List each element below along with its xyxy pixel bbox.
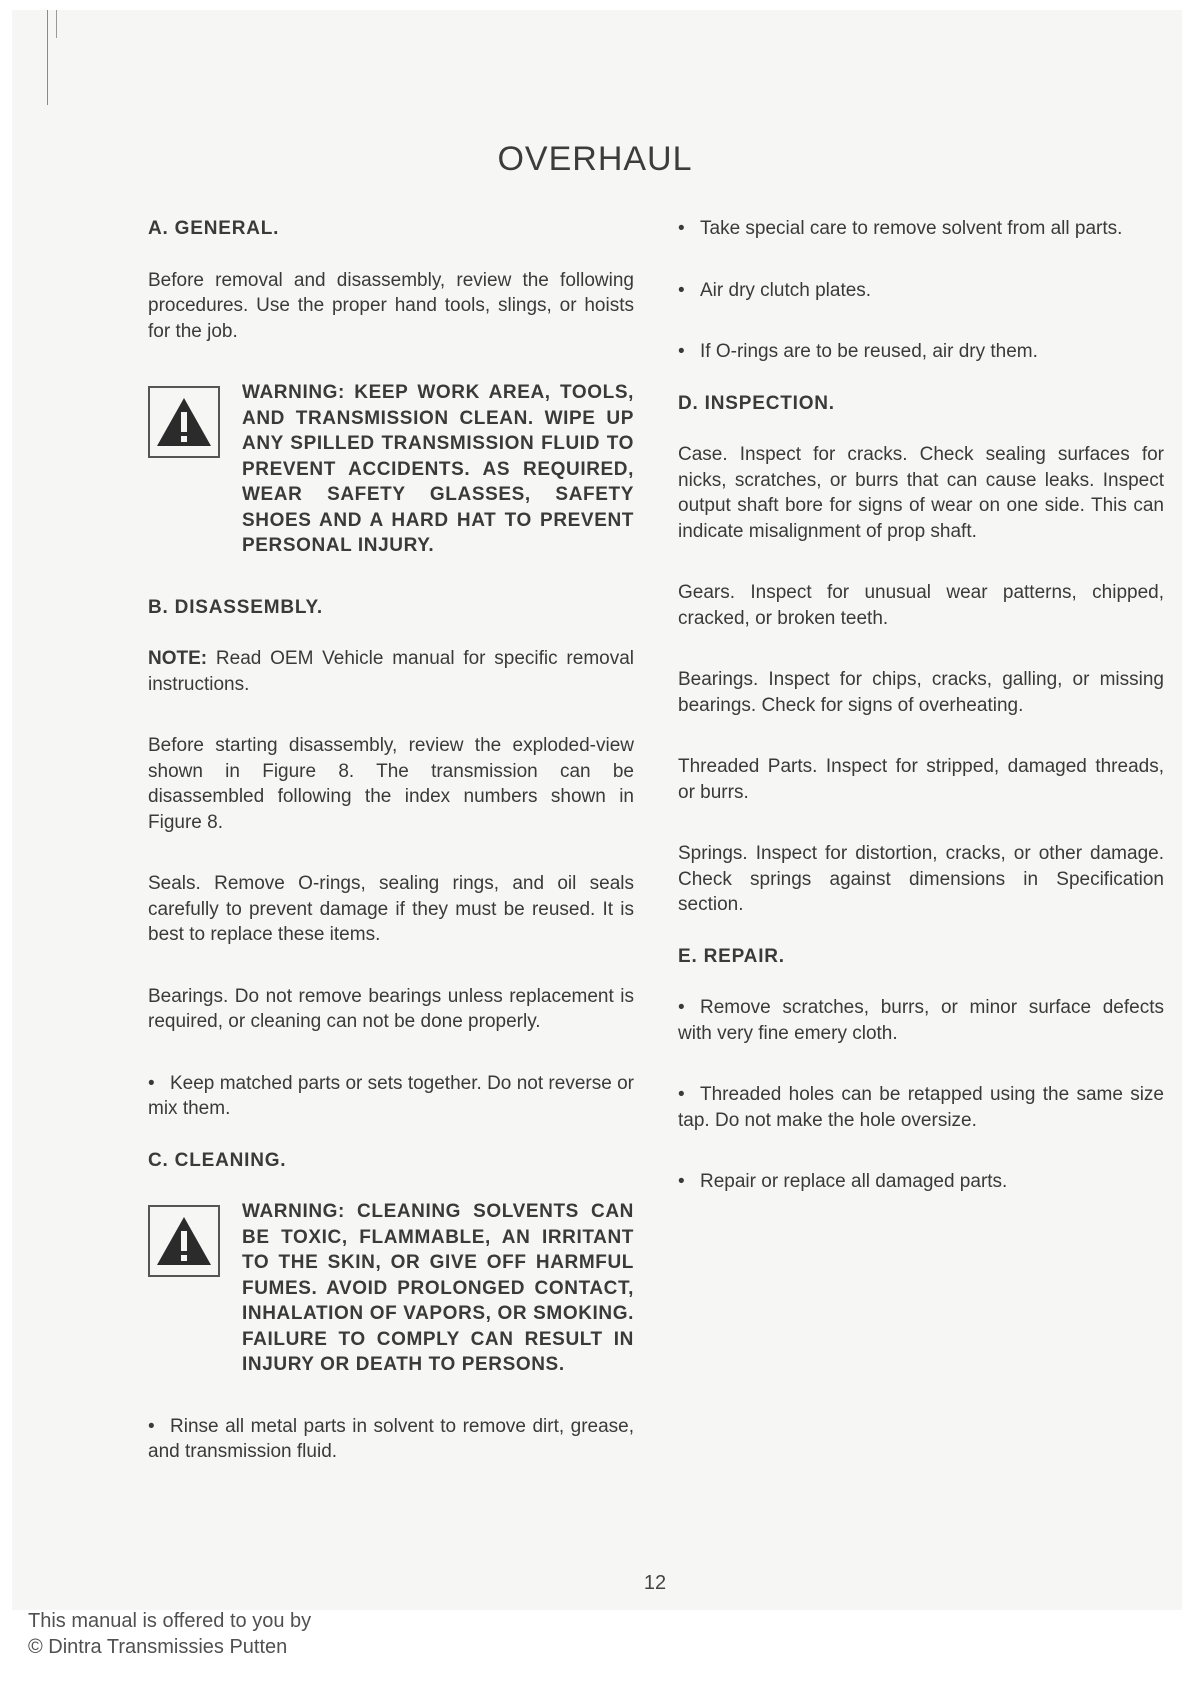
bullet-text: If O-rings are to be reused, air dry them. <box>700 341 1038 362</box>
right-column <box>678 216 1164 1195</box>
section-heading-repair: E. REPAIR. <box>678 945 785 967</box>
section-heading-general: A. GENERAL. <box>148 218 280 239</box>
bullet-item <box>678 995 1164 1046</box>
note-paragraph <box>148 646 634 697</box>
bullet-item <box>678 1169 1164 1195</box>
section-heading-cleaning: C. CLEANING. <box>148 1149 287 1171</box>
seals-paragraph: Seals. Remove O-rings, sealing rings, and oil seals carefully to prevent damage if they must be reused. It is best to replace these items. <box>148 873 634 945</box>
bullet-text: Keep matched parts or sets together. Do not reverse or mix them. <box>148 1072 634 1119</box>
footer-line: This manual is offered to you by <box>28 1610 312 1632</box>
bullet-text: Repair or replace all damaged parts. <box>700 1171 1008 1192</box>
bullet-dot: • <box>148 1415 155 1437</box>
bullet-item <box>678 1082 1164 1133</box>
section-heading-inspection: D. INSPECTION. <box>678 392 835 414</box>
margin-line <box>56 10 57 38</box>
gears-paragraph: Gears. Inspect for unusual wear patterns, chipped, cracked, or broken teeth. <box>678 582 1164 629</box>
page-title: OVERHAUL <box>497 140 693 178</box>
bullet-text: Take special care to remove solvent from all parts. <box>700 218 1123 239</box>
warning-triangle-icon <box>148 1205 220 1277</box>
bullet-item <box>148 1414 634 1465</box>
bullet-text: Rinse all metal parts in solvent to remove dirt, grease, and transmission fluid. <box>148 1415 634 1462</box>
footer-line: © Dintra Transmissies Putten <box>28 1636 288 1658</box>
warning-text: WARNING: KEEP WORK AREA, TOOLS, AND TRANSMISSION CLEAN. WIPE UP ANY SPILLED TRANSMISSION FLUID TO PREVENT ACCIDENTS. AS REQUIRED, WEAR SAFETY GLASSES, SAFETY SHOES AND A HARD HAT TO PREVENT PERSONAL INJURY. <box>242 382 634 556</box>
bullet-dot: • <box>678 997 685 1018</box>
springs-paragraph: Springs. Inspect for distortion, cracks, or other damage. Check springs against dimensions in Specification section. <box>678 843 1164 915</box>
bullet-text: Air dry clutch plates. <box>700 279 872 301</box>
page-number: 12 <box>643 1572 667 1594</box>
warning-block-work-area <box>148 380 634 559</box>
case-paragraph: Case. Inspect for cracks. Check sealing surfaces for nicks, scratches, or burrs that can cause leaks. Inspect output shaft bore for signs of wear on one side. This can indicate misalignment of prop shaft. <box>678 444 1164 542</box>
bearings-inspection-paragraph: Bearings. Inspect for chips, cracks, galling, or missing bearings. Check for signs of overheating. <box>678 669 1164 716</box>
warning-text: WARNING: CLEANING SOLVENTS CAN BE TOXIC, FLAMMABLE, AN IRRITANT TO THE SKIN, OR GIVE OFF HARMFUL FUMES. AVOID PROLONGED CONTACT, INHALATION OF VAPORS, OR SMOKING. FAILURE TO COMPLY CAN RESULT IN INJURY OR DEATH TO PERSONS. <box>242 1201 634 1375</box>
bullet-text: Remove scratches, burrs, or minor surface defects with very fine emery cloth. <box>678 997 1164 1044</box>
bullet-item <box>148 1071 634 1122</box>
general-text: Before removal and disassembly, review the following procedures. Use the proper hand tools, slings, or hoists for the job. <box>148 269 634 342</box>
left-column <box>148 216 634 1465</box>
bullet-dot: • <box>678 218 685 239</box>
bullet-item <box>678 339 1164 365</box>
bullet-dot: • <box>678 279 685 301</box>
bullet-text: Threaded holes can be retapped using the same size tap. Do not make the hole oversize. <box>678 1084 1164 1131</box>
bullet-dot: • <box>678 341 685 362</box>
note-label: NOTE: <box>148 648 208 669</box>
bullet-dot: • <box>148 1072 155 1094</box>
bullet-dot: • <box>678 1171 685 1192</box>
bullet-item <box>678 216 1164 242</box>
section-heading-disassembly: B. DISASSEMBLY. <box>148 596 323 618</box>
bullet-dot: • <box>678 1084 685 1105</box>
disassembly-paragraph: Before starting disassembly, review the exploded-view shown in Figure 8. The transmission can be disassembled following the index numbers shown in Figure 8. <box>148 735 634 833</box>
threaded-parts-paragraph: Threaded Parts. Inspect for stripped, damaged threads, or burrs. <box>678 756 1164 803</box>
margin-line <box>47 10 48 105</box>
note-text: Read OEM Vehicle manual for specific removal instructions. <box>148 648 635 695</box>
bullet-item <box>678 278 1164 304</box>
warning-block-solvents <box>148 1199 634 1378</box>
footer-credit <box>28 1608 311 1660</box>
bearings-paragraph: Bearings. Do not remove bearings unless replacement is required, or cleaning can not be done properly. <box>148 985 634 1032</box>
warning-triangle-icon <box>148 386 220 458</box>
